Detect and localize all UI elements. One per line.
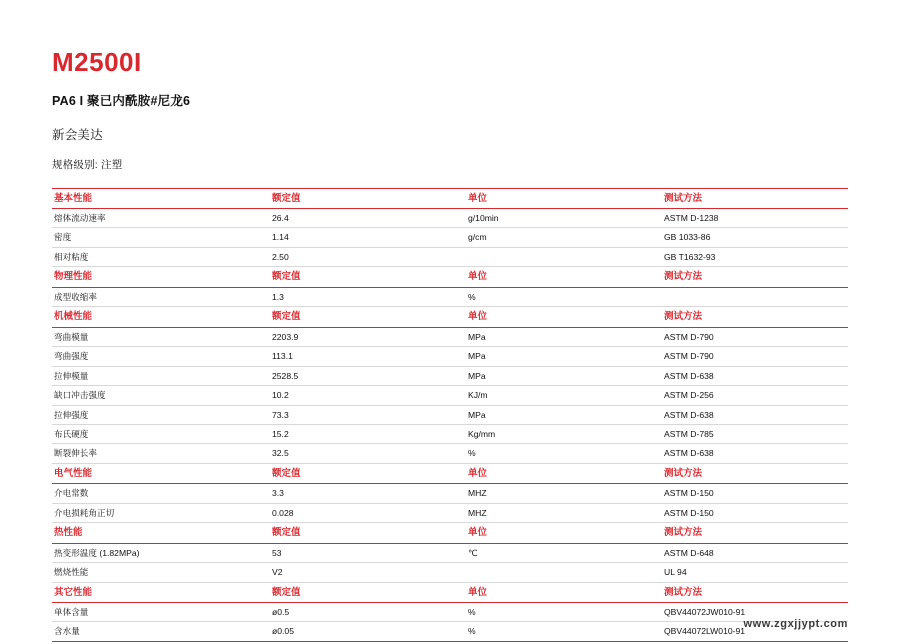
section-header-cell: 单位 [466,463,662,483]
table-cell: 2203.9 [270,327,466,346]
table-cell: MPa [466,347,662,366]
table-cell: ASTM D-638 [662,444,848,463]
table-cell: MPa [466,366,662,385]
section-header-cell: 额定值 [270,307,466,327]
section-header-row [52,307,848,327]
table-row [52,603,848,622]
table-cell: 3.3 [270,484,466,503]
table-row [52,444,848,463]
table-cell: % [466,622,662,641]
table-cell: KJ/m [466,386,662,405]
section-header-cell: 单位 [466,267,662,287]
table-cell: % [466,444,662,463]
table-row [52,287,848,306]
table-cell [466,563,662,582]
table-cell: g/cm [466,228,662,247]
section-header-cell: 额定值 [270,463,466,483]
table-row [52,563,848,582]
table-cell: g/10min [466,209,662,228]
table-cell: 0.028 [270,503,466,522]
section-header-cell: 热性能 [52,523,270,543]
table-cell: QBV44072LW010-91 [662,622,848,641]
table-cell: 32.5 [270,444,466,463]
section-header-cell: 测试方法 [662,463,848,483]
table-cell: 介电损耗角正切 [52,503,270,522]
table-cell: 含水量 [52,622,270,641]
table-row [52,386,848,405]
section-header-cell: 单位 [466,523,662,543]
table-cell: ø0.5 [270,603,466,622]
table-cell: 2528.5 [270,366,466,385]
section-header-cell: 额定值 [270,523,466,543]
table-row [52,327,848,346]
table-cell: ASTM D-790 [662,347,848,366]
table-cell: 26.4 [270,209,466,228]
section-header-cell: 机械性能 [52,307,270,327]
manufacturer-name: 新会美达 [52,127,103,142]
section-header-cell: 额定值 [270,267,466,287]
table-cell: ASTM D-638 [662,366,848,385]
table-cell: 2.50 [270,247,466,266]
table-row [52,484,848,503]
table-cell: 断裂伸长率 [52,444,270,463]
table-cell: ø0.05 [270,622,466,641]
section-header-cell: 测试方法 [662,523,848,543]
section-header-cell: 额定值 [270,582,466,602]
table-row [52,543,848,562]
table-cell: 53 [270,543,466,562]
table-row [52,366,848,385]
section-header-cell: 物理性能 [52,267,270,287]
table-cell: 缺口冲击强度 [52,386,270,405]
section-header-row [52,188,848,208]
table-row [52,228,848,247]
section-header-cell: 单位 [466,307,662,327]
table-cell: ℃ [466,543,662,562]
footer-watermark: www.zgxjjypt.com [743,618,848,630]
grade-line: 规格级别: 注塑 [52,158,123,171]
table-row [52,209,848,228]
table-cell: MPa [466,327,662,346]
table-cell: 15.2 [270,424,466,443]
table-cell: ASTM D-790 [662,327,848,346]
table-cell: 73.3 [270,405,466,424]
section-header-cell: 测试方法 [662,188,848,208]
table-cell: 拉伸模量 [52,366,270,385]
table-cell: GB 1033-86 [662,228,848,247]
specification-table [52,188,848,642]
section-header-row [52,582,848,602]
section-header-cell: 基本性能 [52,188,270,208]
table-cell: MHZ [466,484,662,503]
table-cell: MHZ [466,503,662,522]
table-cell: ASTM D-150 [662,484,848,503]
table-cell: 拉伸强度 [52,405,270,424]
product-subtitle: PA6 I 聚已内酰胺#尼龙6 [52,93,191,108]
table-row [52,347,848,366]
section-header-cell: 测试方法 [662,582,848,602]
table-cell: 1.14 [270,228,466,247]
section-header-cell: 其它性能 [52,582,270,602]
table-cell: % [466,603,662,622]
section-header-row [52,463,848,483]
table-cell: 成型收缩率 [52,287,270,306]
section-header-cell: 单位 [466,188,662,208]
table-cell: GB T1632-93 [662,247,848,266]
table-row [52,405,848,424]
table-cell: 弯曲强度 [52,347,270,366]
section-header-cell: 电气性能 [52,463,270,483]
table-cell: 相对粘度 [52,247,270,266]
table-cell: ASTM D-150 [662,503,848,522]
table-cell: ASTM D-638 [662,405,848,424]
table-cell: 弯曲模量 [52,327,270,346]
table-cell: 10.2 [270,386,466,405]
table-cell: 燃烧性能 [52,563,270,582]
table-cell: V2 [270,563,466,582]
section-header-row [52,523,848,543]
table-cell [662,287,848,306]
page-title: M2500I [52,47,142,77]
table-cell: 介电常数 [52,484,270,503]
section-header-cell: 额定值 [270,188,466,208]
table-cell [466,247,662,266]
table-cell: % [466,287,662,306]
table-cell: Kg/mm [466,424,662,443]
table-cell: MPa [466,405,662,424]
table-cell: 熔体流动速率 [52,209,270,228]
table-row [52,503,848,522]
table-cell: UL 94 [662,563,848,582]
table-cell: 1.3 [270,287,466,306]
table-cell: QBV44072JW010-91 [662,603,848,622]
table-cell: ASTM D-256 [662,386,848,405]
section-header-cell: 测试方法 [662,267,848,287]
section-header-row [52,267,848,287]
table-cell: 113.1 [270,347,466,366]
table-cell: ASTM D-785 [662,424,848,443]
table-cell: ASTM D-648 [662,543,848,562]
table-row [52,622,848,641]
table-row [52,247,848,266]
table-row [52,424,848,443]
table-cell: 布氏硬度 [52,424,270,443]
section-header-cell: 单位 [466,582,662,602]
table-cell: 热变形温度 (1.82MPa) [52,543,270,562]
table-cell: ASTM D-1238 [662,209,848,228]
table-cell: 密度 [52,228,270,247]
section-header-cell: 测试方法 [662,307,848,327]
table-cell: 单体含量 [52,603,270,622]
